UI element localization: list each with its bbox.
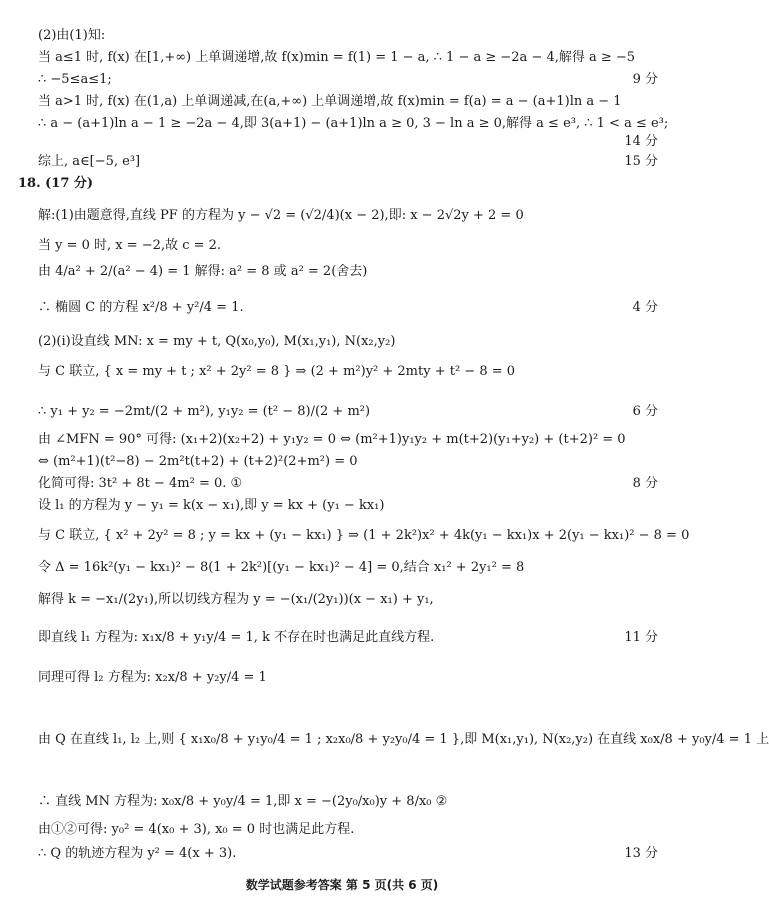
text-line: (2)由(1)知: bbox=[38, 28, 106, 43]
text-line: 与 C 联立, { x = my + t ; x² + 2y² = 8 } ⇒ (2 + m²)y² + 2mty + t² − 8 = 0 bbox=[38, 364, 516, 379]
text-line: 令 Δ = 16k²(y₁ − kx₁)² − 8(1 + 2k²)[(y₁ − kx₁)² − 4] = 0,结合 x₁² + 2y₁² = 8 bbox=[38, 560, 525, 575]
text-line: 化简可得: 3t² + 8t − 4m² = 0. ① 8 分 bbox=[38, 476, 658, 491]
text-line: ∴ Q 的轨迹方程为 y² = 4(x + 3). 13 分 bbox=[38, 846, 658, 861]
score-mark: 6 分 bbox=[632, 404, 658, 419]
score-mark: 9 分 bbox=[632, 72, 658, 87]
score-mark: 11 分 bbox=[624, 630, 658, 645]
text-line: 综上, a∈[−5, e³] 15 分 bbox=[38, 154, 658, 169]
text-line: 设 l₁ 的方程为 y − y₁ = k(x − x₁),即 y = kx + (y₁ − kx₁) bbox=[38, 498, 385, 513]
text-line: 由 4/a² + 2/(a² − 4) = 1 解得: a² = 8 或 a² = 2(舍去) bbox=[38, 264, 368, 279]
text-line: (2)(ⅰ)设直线 MN: x = my + t, Q(x₀,y₀), M(x₁,y₁), N(x₂,y₂) bbox=[38, 334, 396, 349]
text-line: 由 Q 在直线 l₁, l₂ 上,则 { x₁x₀/8 + y₁y₀/4 = 1 ; x₂x₀/8 + y₂y₀/4 = 1 },即 M(x₁,y₁), N(x₂,y₂) 在直线 x₀x/8 + y₀y/4 = 1 上 bbox=[38, 732, 769, 747]
text-line: ∴ a − (a+1)ln a − 1 ≥ −2a − 4,即 3(a+1) − (a+1)ln a ≥ 0, 3 − ln a ≥ 0,解得 a ≤ e³, ∴ 1 < a ≤ e³; bbox=[38, 116, 669, 131]
text-line: ∴ −5≤a≤1; 9 分 bbox=[38, 72, 658, 87]
page-footer: 数学试题参考答案 第 5 页(共 6 页) bbox=[245, 878, 439, 892]
score-mark: 13 分 bbox=[624, 846, 658, 861]
text-line: 由①②可得: y₀² = 4(x₀ + 3), x₀ = 0 时也满足此方程. bbox=[38, 822, 355, 837]
text-line: 即直线 l₁ 方程为: x₁x/8 + y₁y/4 = 1, k 不存在时也满足此直线方程. 11 分 bbox=[38, 630, 658, 645]
text-line: ⇔ (m²+1)(t²−8) − 2m²t(t+2) + (t+2)²(2+m²) = 0 bbox=[38, 454, 358, 469]
text-line: 当 y = 0 时, x = −2,故 c = 2. bbox=[38, 238, 222, 253]
score-mark: 15 分 bbox=[624, 154, 658, 169]
text-line: 同理可得 l₂ 方程为: x₂x/8 + y₂y/4 = 1 bbox=[38, 670, 267, 685]
question-heading: 18. (17 分) bbox=[18, 176, 94, 191]
text-line: 当 a>1 时, f(x) 在(1,a) 上单调递减,在(a,+∞) 上单调递增,故 f(x)min = f(a) = a − (a+1)ln a − 1 bbox=[38, 94, 622, 109]
text-line: 当 a≤1 时, f(x) 在[1,+∞) 上单调递增,故 f(x)min = f(1) = 1 − a, ∴ 1 − a ≥ −2a − 4,解得 a ≥ −5 bbox=[38, 50, 636, 65]
score-mark: 14 分 bbox=[624, 134, 658, 149]
text-line: 由 ∠MFN = 90° 可得: (x₁+2)(x₂+2) + y₁y₂ = 0 ⇔ (m²+1)y₁y₂ + m(t+2)(y₁+y₂) + (t+2)² = 0 bbox=[38, 432, 626, 447]
text-line: 与 C 联立, { x² + 2y² = 8 ; y = kx + (y₁ − kx₁) } ⇒ (1 + 2k²)x² + 4k(y₁ − kx₁)x + 2(y₁ − kx₁)² − 8 = 0 bbox=[38, 528, 690, 543]
text-line: ∴ y₁ + y₂ = −2mt/(2 + m²), y₁y₂ = (t² − 8)/(2 + m²) 6 分 bbox=[38, 404, 658, 419]
score-mark: 8 分 bbox=[632, 476, 658, 491]
score-mark: 4 分 bbox=[632, 300, 658, 315]
text-line: 解得 k = −x₁/(2y₁),所以切线方程为 y = −(x₁/(2y₁))(x − x₁) + y₁, bbox=[38, 592, 434, 607]
text-line: 解:(1)由题意得,直线 PF 的方程为 y − √2 = (√2/4)(x − 2),即: x − 2√2y + 2 = 0 bbox=[38, 208, 524, 223]
text-line: ∴ 椭圆 C 的方程 x²/8 + y²/4 = 1. 4 分 bbox=[38, 300, 658, 315]
text-line: ∴ 直线 MN 方程为: x₀x/8 + y₀y/4 = 1,即 x = −(2y₀/x₀)y + 8/x₀ ② bbox=[38, 794, 448, 809]
